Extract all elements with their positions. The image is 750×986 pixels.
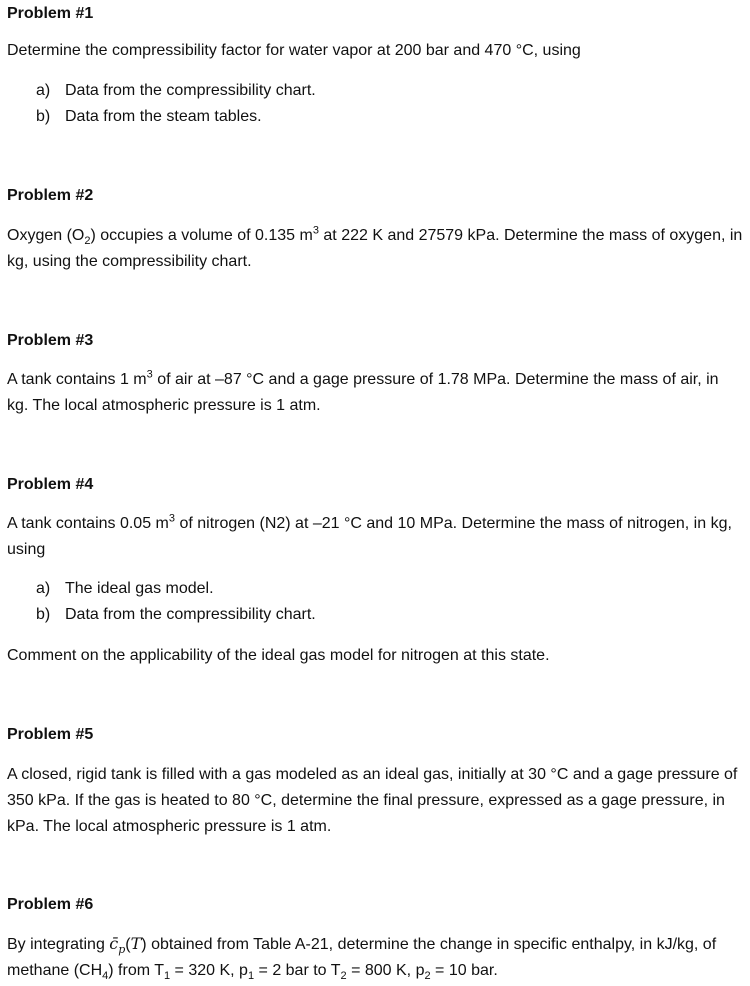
text-run: = 800 K, p [346,962,425,979]
text-run: at 222 K and 27579 kPa. Determine the mass of oxygen, in kg, using the compressibility chart. [7,227,743,270]
paren-close: ) [141,936,147,953]
problem-2-statement [7,223,743,275]
item-label: a) [36,580,51,597]
item-text: The ideal gas model. [65,580,214,597]
item-text: Data from the steam tables. [65,108,262,125]
text-run: Oxygen (O [7,227,85,244]
problem-1-heading: Problem #1 [7,5,94,22]
problem-4-statement [7,511,743,563]
text-run: ) occupies a volume of 0.135 m [90,227,313,244]
text-run: ) from T [108,962,164,979]
subscript: 1 [247,970,255,983]
item-text: Data from the compressibility chart. [65,82,316,99]
item-label: b) [36,606,51,623]
text-run: A tank contains 1 m [7,371,147,388]
problem-3-statement [7,367,743,419]
problem-6-statement [7,931,743,984]
subscript: 1 [163,970,171,983]
text-run: = 2 bar to T [254,962,341,979]
text-run: of nitrogen (N2) at –21 °C and 10 MPa. Determine the mass of nitrogen, in kg, using [7,515,732,558]
superscript: 3 [146,368,153,381]
problem-1-item-b [36,106,262,128]
item-text: Data from the compressibility chart. [65,606,316,623]
paren-open: ( [125,936,131,953]
text-run: A tank contains 0.05 m [7,515,169,532]
problem-6-heading: Problem #6 [7,896,94,913]
problem-4-comment: Comment on the applicability of the ideal gas model for nitrogen at this state. [7,647,550,664]
subscript: 4 [102,970,109,983]
math-c-bar: c̄ [109,934,119,953]
problem-1-item-a [36,80,316,102]
item-label: a) [36,82,51,99]
text-run: = 10 bar. [430,962,498,979]
superscript: 3 [168,512,175,525]
problem-2-heading: Problem #2 [7,187,94,204]
subscript: 2 [424,970,431,983]
problem-4-item-a [36,578,214,600]
problem-3-heading: Problem #3 [7,332,94,349]
text-run: obtained from Table A-21, determine the change in specific enthalpy, in kJ/kg, of methane (CH [7,936,717,979]
subscript: 2 [340,970,347,983]
problem-5-statement: A closed, rigid tank is filled with a gas modeled as an ideal gas, initially at 30 °C and a gage pressure of 350 kPa. If the gas is heated to 80 °C, determine the final pressure, expressed as a gage pressure, in kPa. The local atmospheric pressure is 1 atm. [7,766,738,835]
problem-1-statement: Determine the compressibility factor for water vapor at 200 bar and 470 °C, using [7,42,581,59]
text-run: of air at –87 °C and a gage pressure of 1.78 MPa. Determine the mass of air, in kg. The local atmospheric pressure is 1 atm. [7,371,719,414]
problem-4-item-b [36,604,316,626]
subscript: 2 [84,235,91,248]
math-T: T [130,934,142,953]
item-label: b) [36,108,51,125]
text-run: = 320 K, p [170,962,248,979]
superscript: 3 [312,224,319,237]
math-subscript-p: p [118,943,126,957]
problem-5-heading: Problem #5 [7,726,94,743]
text-run: By integrating [7,936,110,953]
problem-4-heading: Problem #4 [7,476,94,493]
